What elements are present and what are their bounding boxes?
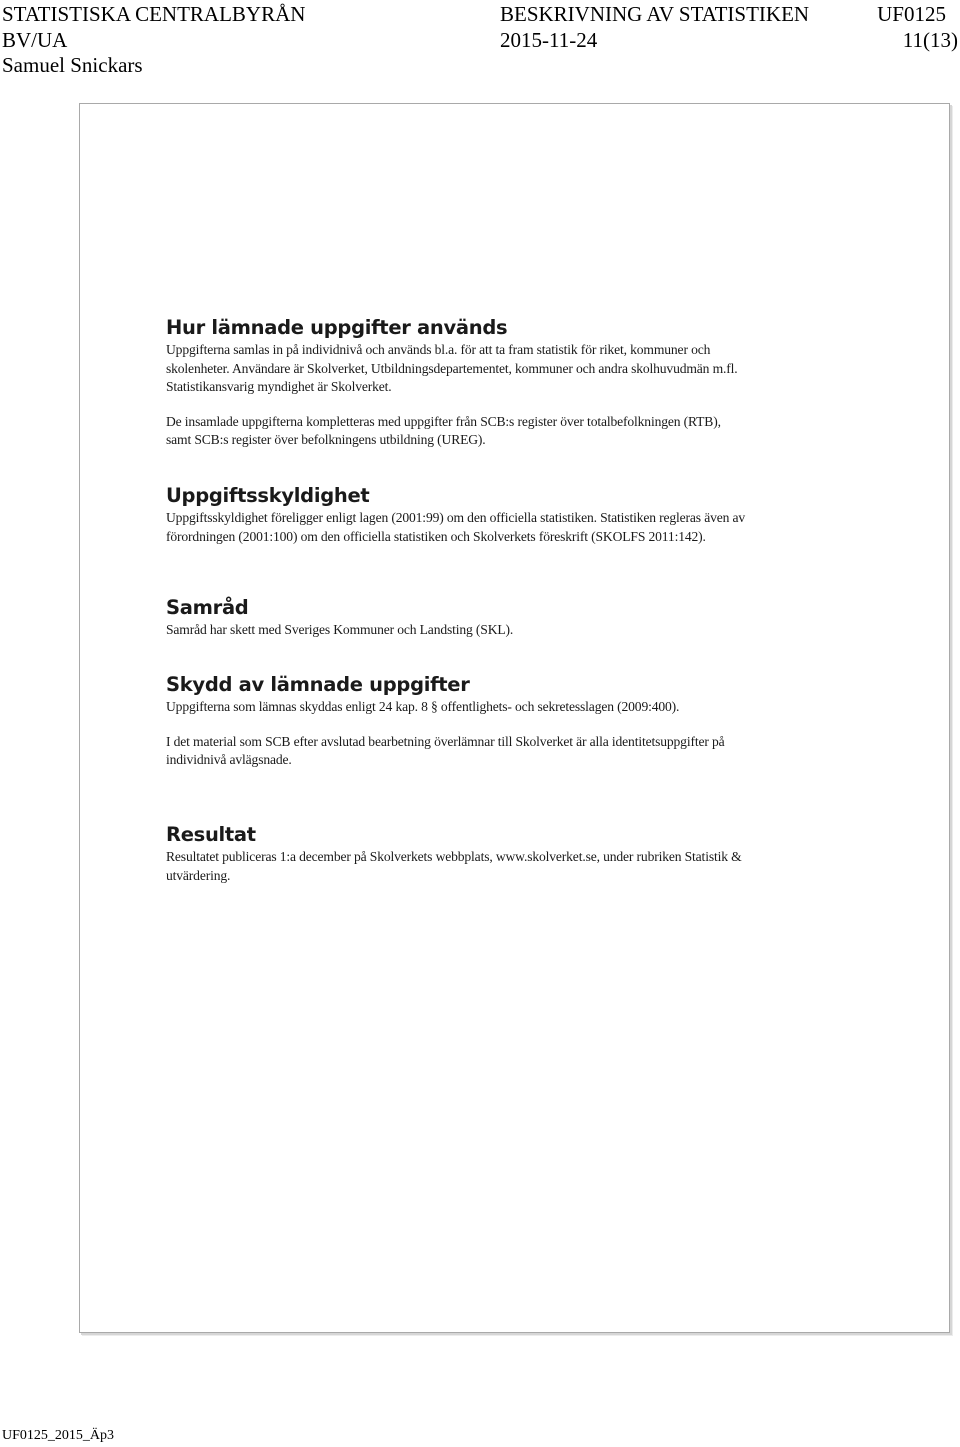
embedded-page-image (79, 103, 950, 1333)
section-title: Resultat (166, 823, 256, 846)
header-document-type: BESKRIVNING AV STATISTIKEN (500, 2, 810, 26)
header-author: Samuel Snickars (2, 53, 143, 77)
section-paragraph: Uppgifterna samlas in på individnivå och används bl.a. för att ta fram statistik för riket, kommuner och skolenheter. Användare är Skolverket, Utbildningsdepartementet, kommuner och andra skolhuvudmän m.fl. Statistikansvarig myndighet är Skolverket. (166, 342, 738, 394)
section-usage (166, 315, 746, 450)
section-paragraph: Samråd har skett med Sveriges Kommuner och Landsting (SKL). (166, 622, 514, 637)
section-results (166, 822, 746, 885)
section-title: Uppgiftsskyldighet (166, 484, 370, 507)
header-page-number: 11(13) (902, 28, 958, 52)
section-protection (166, 672, 746, 770)
header-date: 2015-11-24 (500, 28, 598, 52)
header-unit: BV/UA (2, 28, 68, 52)
section-paragraph: Resultatet publiceras 1:a december på Skolverkets webbplats, www.skolverket.se, under rubriken Statistik & utvärdering. (166, 849, 742, 883)
section-title: Hur lämnade uppgifter används (166, 316, 508, 339)
section-paragraph: De insamlade uppgifterna kompletteras med uppgifter från SCB:s register över totalbefolkningen (RTB), samt SCB:s register över befolkningens utbildning (UREG). (166, 413, 721, 447)
header-code: UF0125 (877, 2, 946, 26)
section-obligation (166, 483, 746, 546)
footer-document-id: UF0125_2015_Äp3 (2, 1428, 115, 1443)
section-paragraph: Uppgiftsskyldighet föreligger enligt lagen (2001:99) om den officiella statistiken. Statistiken regleras även av förordningen (2001:100) om den officiella statistiken och Skolverkets föreskrift (SKOLFS 2011:142). (166, 510, 746, 544)
section-paragraph: I det material som SCB efter avslutad bearbetning överlämnar till Skolverket är alla identitetsuppgifter på individnivå avlägsnade. (166, 733, 725, 767)
section-title: Skydd av lämnade uppgifter (166, 673, 470, 696)
section-paragraph: Uppgifterna som lämnas skyddas enligt 24 kap. 8 § offentlighets- och sekretesslagen (2009:400). (166, 699, 680, 714)
header-organization: STATISTISKA CENTRALBYRÅN (2, 2, 306, 26)
section-consultation (166, 595, 746, 640)
section-title: Samråd (166, 596, 249, 619)
